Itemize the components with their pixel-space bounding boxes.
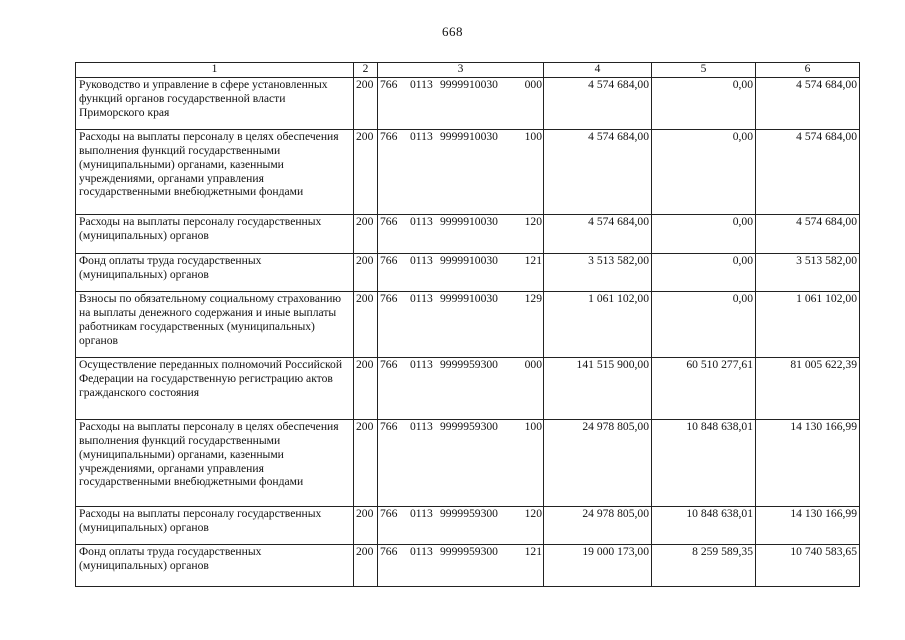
code-rz: 0113 xyxy=(410,77,433,91)
header-col-3: 3 xyxy=(378,63,544,78)
row-col-6: 4 574 684,00 xyxy=(756,77,860,129)
row-col-2: 200 xyxy=(354,214,378,253)
code-csr: 9999959300 xyxy=(440,506,498,520)
row-codes xyxy=(378,291,544,357)
code-csr: 9999959300 xyxy=(440,419,498,433)
row-col-5: 0,00 xyxy=(652,253,756,291)
row-col-2: 200 xyxy=(354,253,378,291)
header-col-1: 1 xyxy=(76,63,354,78)
row-col-2: 200 xyxy=(354,506,378,544)
row-col-4: 19 000 173,00 xyxy=(544,544,652,586)
table-row xyxy=(76,129,860,214)
row-codes xyxy=(378,419,544,506)
page-number: 668 xyxy=(442,24,463,39)
row-name: Расходы на выплаты персоналу в целях обеспечения выполнения функций государственными (муниципальными) органами, казенными учреждениями, органами управления государственными внебюджетными фондами xyxy=(76,129,354,214)
row-col-4: 4 574 684,00 xyxy=(544,129,652,214)
row-col-4: 141 515 900,00 xyxy=(544,357,652,419)
code-csr: 9999910030 xyxy=(440,214,498,228)
code-rz: 0113 xyxy=(410,544,433,558)
row-codes xyxy=(378,77,544,129)
row-col-5: 0,00 xyxy=(652,214,756,253)
row-col-5: 10 848 638,01 xyxy=(652,506,756,544)
code-vr: 100 xyxy=(524,129,542,143)
row-col-6: 10 740 583,65 xyxy=(756,544,860,586)
row-name: Фонд оплаты труда государственных (муниципальных) органов xyxy=(76,544,354,586)
row-col-4: 4 574 684,00 xyxy=(544,214,652,253)
row-col-5: 8 259 589,35 xyxy=(652,544,756,586)
row-col-6: 14 130 166,99 xyxy=(756,419,860,506)
row-col-2: 200 xyxy=(354,419,378,506)
row-col-5: 0,00 xyxy=(652,291,756,357)
row-col-5: 0,00 xyxy=(652,77,756,129)
row-col-6: 4 574 684,00 xyxy=(756,129,860,214)
row-name: Расходы на выплаты персоналу государственных (муниципальных) органов xyxy=(76,214,354,253)
code-rz: 0113 xyxy=(410,419,433,433)
code-ved: 766 xyxy=(380,544,398,558)
code-rz: 0113 xyxy=(410,214,433,228)
row-codes xyxy=(378,129,544,214)
code-csr: 9999910030 xyxy=(440,77,498,91)
table-row xyxy=(76,291,860,357)
row-name: Руководство и управление в сфере установленных функций органов государственной власти Приморского края xyxy=(76,77,354,129)
row-col-2: 200 xyxy=(354,77,378,129)
code-ved: 766 xyxy=(380,77,398,91)
code-ved: 766 xyxy=(380,129,398,143)
row-col-6: 1 061 102,00 xyxy=(756,291,860,357)
row-codes xyxy=(378,253,544,291)
header-col-2: 2 xyxy=(354,63,378,78)
code-vr: 000 xyxy=(524,77,542,91)
row-codes xyxy=(378,214,544,253)
table-row xyxy=(76,214,860,253)
header-row xyxy=(76,63,860,78)
row-codes xyxy=(378,544,544,586)
row-col-2: 200 xyxy=(354,357,378,419)
row-col-4: 1 061 102,00 xyxy=(544,291,652,357)
code-vr: 121 xyxy=(524,253,542,267)
row-col-4: 24 978 805,00 xyxy=(544,506,652,544)
code-rz: 0113 xyxy=(410,253,433,267)
row-col-5: 10 848 638,01 xyxy=(652,419,756,506)
row-col-2: 200 xyxy=(354,129,378,214)
row-col-6: 4 574 684,00 xyxy=(756,214,860,253)
header-col-6: 6 xyxy=(756,63,860,78)
code-ved: 766 xyxy=(380,357,398,371)
row-col-5: 0,00 xyxy=(652,129,756,214)
code-ved: 766 xyxy=(380,291,398,305)
code-vr: 120 xyxy=(524,214,542,228)
header-col-4: 4 xyxy=(544,63,652,78)
row-col-4: 4 574 684,00 xyxy=(544,77,652,129)
code-ved: 766 xyxy=(380,253,398,267)
code-csr: 9999959300 xyxy=(440,357,498,371)
header-col-5: 5 xyxy=(652,63,756,78)
code-csr: 9999910030 xyxy=(440,291,498,305)
code-vr: 000 xyxy=(524,357,542,371)
row-col-6: 3 513 582,00 xyxy=(756,253,860,291)
code-rz: 0113 xyxy=(410,129,433,143)
row-col-6: 81 005 622,39 xyxy=(756,357,860,419)
table-row xyxy=(76,506,860,544)
row-name: Осуществление переданных полномочий Российской Федерации на государственную регистрацию актов гражданского состояния xyxy=(76,357,354,419)
row-name: Фонд оплаты труда государственных (муниципальных) органов xyxy=(76,253,354,291)
code-csr: 9999910030 xyxy=(440,129,498,143)
row-col-4: 24 978 805,00 xyxy=(544,419,652,506)
code-csr: 9999910030 xyxy=(440,253,498,267)
code-vr: 100 xyxy=(524,419,542,433)
table-row xyxy=(76,419,860,506)
code-vr: 120 xyxy=(524,506,542,520)
row-col-2: 200 xyxy=(354,544,378,586)
row-col-2: 200 xyxy=(354,291,378,357)
code-rz: 0113 xyxy=(410,357,433,371)
code-vr: 121 xyxy=(524,544,542,558)
table-row xyxy=(76,253,860,291)
code-ved: 766 xyxy=(380,419,398,433)
table-row xyxy=(76,77,860,129)
row-name: Расходы на выплаты персоналу в целях обеспечения выполнения функций государственными (муниципальными) органами, казенными учреждениями, органами управления государственными внебюджетными фондами xyxy=(76,419,354,506)
row-col-5: 60 510 277,61 xyxy=(652,357,756,419)
row-name: Расходы на выплаты персоналу государственных (муниципальных) органов xyxy=(76,506,354,544)
code-ved: 766 xyxy=(380,506,398,520)
row-codes xyxy=(378,506,544,544)
row-col-4: 3 513 582,00 xyxy=(544,253,652,291)
code-csr: 9999959300 xyxy=(440,544,498,558)
table-row xyxy=(76,544,860,586)
budget-table xyxy=(75,62,860,587)
row-col-6: 14 130 166,99 xyxy=(756,506,860,544)
row-name: Взносы по обязательному социальному страхованию на выплаты денежного содержания и иные выплаты работникам государственных (муниципальных) органов xyxy=(76,291,354,357)
code-ved: 766 xyxy=(380,214,398,228)
row-codes xyxy=(378,357,544,419)
code-rz: 0113 xyxy=(410,291,433,305)
code-rz: 0113 xyxy=(410,506,433,520)
code-vr: 129 xyxy=(524,291,542,305)
table-row xyxy=(76,357,860,419)
